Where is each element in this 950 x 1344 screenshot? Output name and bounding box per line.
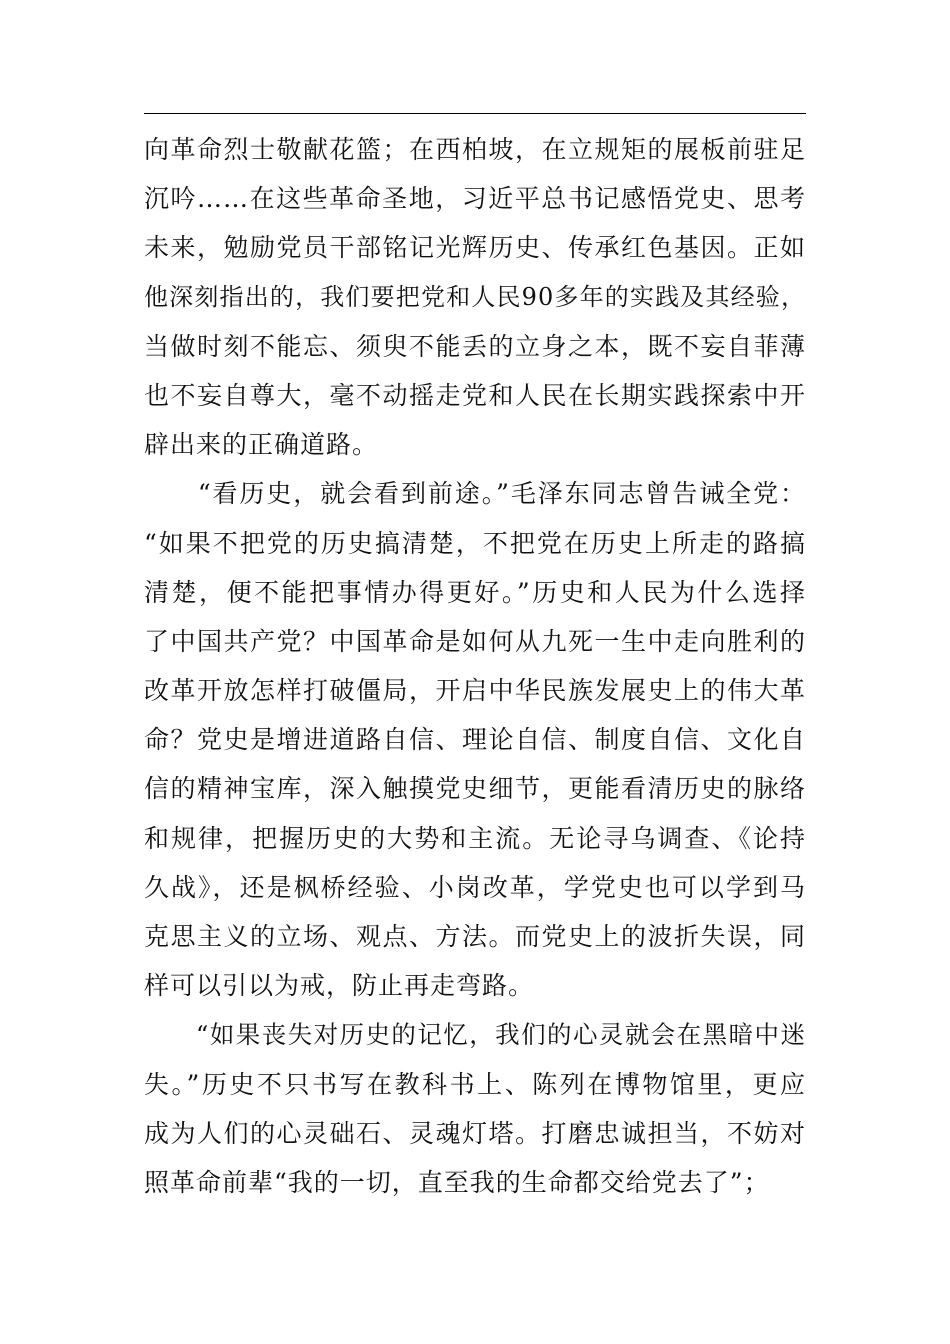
text-line: 照革命前辈“我的一切，直至我的生命都交给党去了”； [144,1167,770,1197]
text-line: 也不妄自尊大，毫不动摇走党和人民在长期实践探索中开 [144,380,806,410]
text-line: 了中国共产党？中国革命是如何从九死一生中走向胜利的 [144,626,806,656]
text-line: 信的精神宝库，深入触摸党史细节，更能看清历史的脉络 [144,774,806,804]
text-line: 当做时刻不能忘、须臾不能丢的立身之本，既不妄自菲薄 [144,331,806,361]
text-line: 沉吟……在这些革命圣地，习近平总书记感悟党史、思考 [144,184,806,214]
text-line: 样可以引以为戒，防止再走弯路。 [144,971,535,1001]
text-line: 改革开放怎样打破僵局，开启中华民族发展史上的伟大革 [144,676,806,706]
text-line: “如果不把党的历史搞清楚，不把党在历史上所走的路搞 [144,528,806,558]
text-line: 失。”历史不只书写在教科书上、陈列在博物馆里，更应 [144,1069,806,1099]
text-line: 成为人们的心灵础石、灵魂灯塔。打磨忠诚担当，不妨对 [144,1118,806,1148]
text-line: 清楚，便不能把事情办得更好。”历史和人民为什么选择 [144,577,806,607]
text-line: 辟出来的正确道路。 [144,430,379,460]
text-line: 命？党史是增进道路自信、理论自信、制度自信、文化自 [144,725,806,755]
text-line: 向革命烈士敬献花篮；在西柏坡，在立规矩的展板前驻足 [144,135,806,164]
text-line: “如果丧失对历史的记忆，我们的心灵就会在黑暗中迷 [144,1020,806,1050]
text-line: 他深刻指出的，我们要把党和人民90多年的实践及其经验， [144,282,806,311]
text-line: 未来，勉励党员干部铭记光辉历史、传承红色基因。正如 [144,233,806,263]
header-rule [144,113,806,114]
text-line: 和规律，把握历史的大势和主流。无论寻乌调查、《论持 [144,823,806,853]
text-line: 克思主义的立场、观点、方法。而党史上的波折失误，同 [144,922,806,951]
body-text [144,125,806,1207]
text-line: “看历史，就会看到前途。”毛泽东同志曾告诫全党： [144,479,806,509]
text-line: 久战》，还是枫桥经验、小岗改革，学党史也可以学到马 [144,872,806,902]
